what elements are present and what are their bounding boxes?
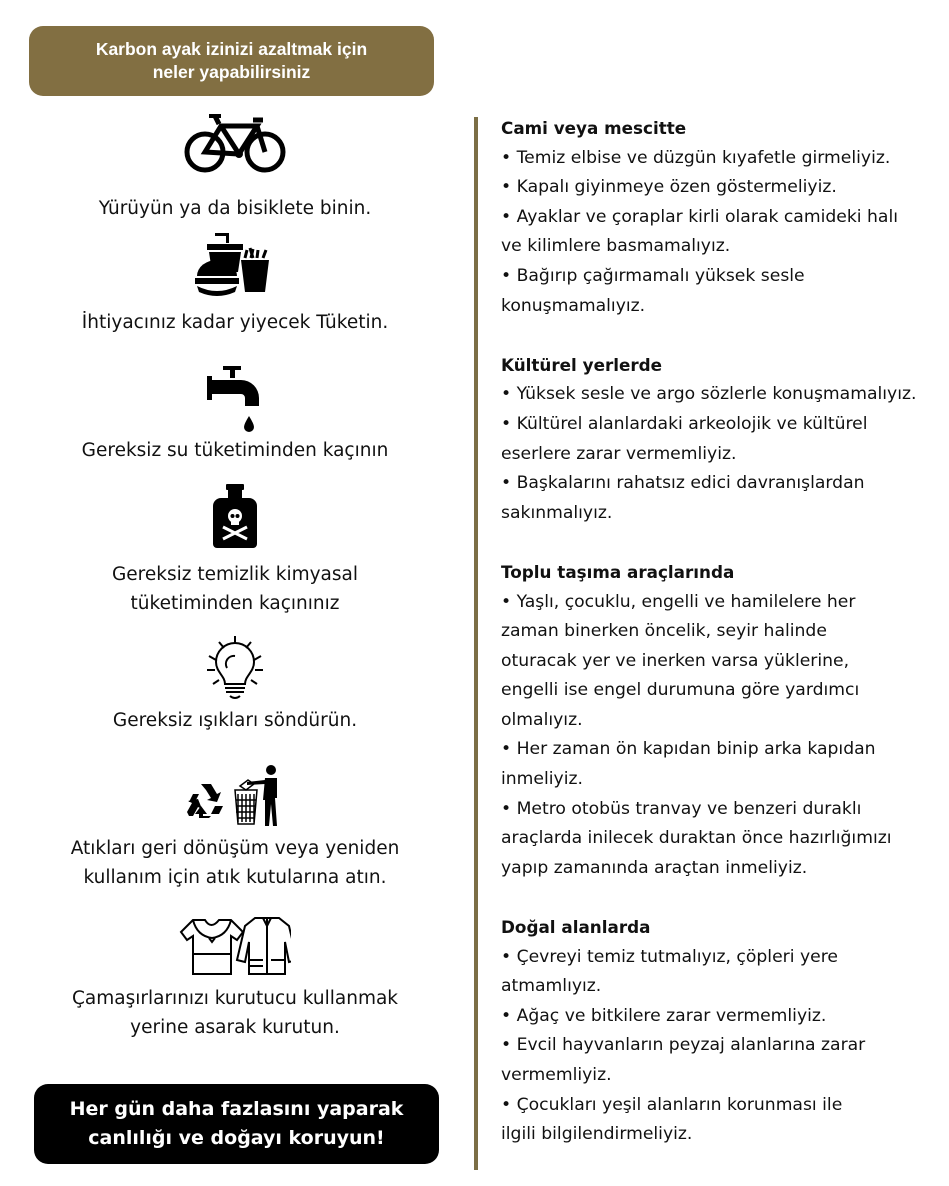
section-line: sakınmalıyız.	[501, 502, 613, 523]
tip-bicycle	[0, 112, 470, 223]
tip-text-line: Çamaşırlarınızı kurutucu kullanmak	[71, 988, 399, 1009]
section-title: Cami veya mescitte	[501, 118, 687, 138]
section-nature	[501, 913, 949, 1150]
tip-text-line: İhtiyacınız kadar yiyecek Tüketin.	[81, 312, 389, 333]
poison-bottle-icon	[213, 484, 257, 548]
footer-line-1: Her gün daha fazlasını yaparak	[69, 1098, 404, 1120]
section-line: atmamlıyız.	[501, 976, 602, 997]
section-line: oturacak yer ve inerken varsa yüklerine,	[501, 650, 850, 671]
section-line: ilgili bilgilendirmeliyiz.	[501, 1124, 693, 1145]
section-line: olmalıyız.	[501, 709, 583, 730]
section-line: • Kapalı giyinmeye özen göstermeliyiz.	[501, 177, 837, 198]
section-cultural	[501, 351, 949, 529]
section-line: • Kültürel alanlardaki arkeolojik ve kültürel	[501, 413, 868, 434]
footer-banner	[34, 1084, 439, 1164]
tip-text-line: Gereksiz su tüketiminden kaçının	[81, 440, 389, 461]
recycle-trash-icon	[185, 764, 285, 826]
section-title: Kültürel yerlerde	[501, 354, 663, 375]
section-line: • Temiz elbise ve düzgün kıyafetle girmeliyiz.	[501, 147, 891, 168]
section-line: yapıp zamanında araçtan inmeliyiz.	[501, 857, 808, 878]
tip-text-line: Gereksiz temizlik kimyasal	[111, 564, 359, 585]
section-line: • Her zaman ön kapıdan binip arka kapıdan	[501, 739, 876, 760]
column-divider	[474, 117, 478, 1170]
section-line: araçlarda inilecek duraktan önce hazırlığımızı	[501, 828, 892, 849]
section-line: • Bağırıp çağırmamalı yüksek sesle	[501, 265, 805, 286]
tip-text-line: tüketiminden kaçınınız	[130, 593, 340, 614]
clothes-icon	[179, 916, 291, 976]
section-line: • Yaşlı, çocuklu, engelli ve hamilelere her	[501, 591, 856, 612]
tip-water	[0, 364, 470, 465]
footer-line-2: canlılığı ve doğayı koruyun!	[88, 1127, 385, 1149]
section-title: Doğal alanlarda	[501, 917, 651, 938]
tip-food	[0, 232, 470, 337]
section-line: vermemliyiz.	[501, 1065, 612, 1085]
section-line: • Çevreyi temiz tutmalıyız, çöpleri yere	[501, 946, 838, 967]
section-line: • Metro otobüs tranvay ve benzeri duraklı	[501, 798, 862, 819]
section-line: eserlere zarar vermemliyiz.	[501, 443, 737, 464]
section-line: konuşmamalıyız.	[501, 295, 646, 316]
etiquette-column	[501, 114, 949, 1179]
tip-text-line: yerine asarak kurutun.	[130, 1017, 340, 1038]
section-line: • Ayaklar ve çoraplar kirli olarak camideki halı	[501, 206, 899, 227]
bicycle-icon	[183, 112, 287, 176]
section-mosque	[501, 114, 949, 321]
section-public-transport	[501, 558, 949, 884]
section-title: Toplu taşıma araçlarında	[501, 561, 735, 582]
fast-food-icon	[195, 232, 275, 304]
header-line-2: neler yapabilirsiniz	[152, 62, 311, 82]
section-line: engelli ise engel durumuna göre yardımcı	[501, 680, 860, 701]
tip-text-line: Atıkları geri dönüşüm veya yeniden	[70, 838, 400, 859]
section-line: • Ağaç ve bitkilere zarar vermemliyiz.	[501, 1005, 827, 1026]
section-line: • Çocukları yeşil alanların korunması ile	[501, 1094, 843, 1115]
section-line: • Evcil hayvanların peyzaj alanlarına zarar	[501, 1035, 866, 1056]
header-line-1: Karbon ayak izinizi azaltmak için	[95, 39, 368, 59]
tip-lights	[0, 634, 470, 735]
water-tap-icon	[207, 364, 263, 432]
tip-text-line: kullanım için atık kutularına atın.	[83, 867, 387, 888]
light-bulb-icon	[205, 634, 265, 700]
header-banner	[29, 26, 434, 96]
tip-chemicals	[0, 484, 470, 618]
tip-text-line: Yürüyün ya da bisiklete binin.	[98, 198, 372, 219]
section-line: zaman binerken öncelik, seyir halinde	[501, 621, 827, 642]
section-line: inmeliyiz.	[501, 769, 583, 790]
section-line: ve kilimlere basmamalıyız.	[501, 236, 731, 257]
section-line: • Yüksek sesle ve argo sözlerle konuşmamalıyız.	[501, 384, 917, 405]
section-line: • Başkalarını rahatsız edici davranışlardan	[501, 473, 865, 494]
tip-recycle	[0, 764, 470, 892]
tip-text-line: Gereksiz ışıkları söndürün.	[112, 710, 358, 731]
tip-laundry	[0, 916, 470, 1042]
